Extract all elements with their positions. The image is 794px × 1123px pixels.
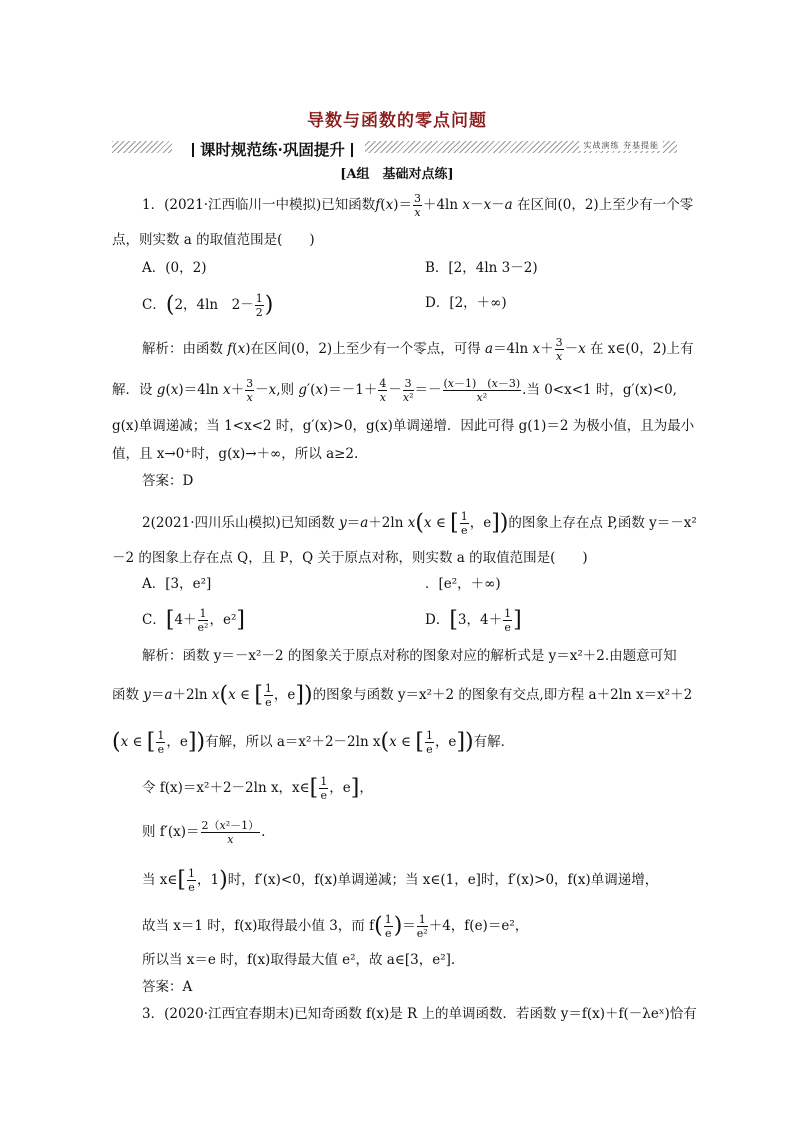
q2-stem-line1: 2(2021·四川乐山模拟)已知函数 y＝a＋2ln x(x ∈ [ $\frac{1}{e}$ ，e])的图象上存在点 P,函数 y＝－x² bbox=[142, 510, 697, 537]
q1-stem-line1: 1．(2021·江西临川一中模拟)已知函数f(x)＝ $\frac{3}{x}$ ＋4ln x－x－a 在区间(0，2)上至少有一个零 bbox=[142, 192, 694, 219]
group-heading: [A组 基础对点练] bbox=[340, 167, 454, 182]
q1-solution-line2: 解．设 g(x)＝4ln x＋ $\frac{3}{x}$ －x,则 g′(x)＝－1＋ $\frac{4}{x}$ － $\frac{3}{\text{x²}}$ ＝－ $\frac{(x-1) (x-3)}{\text{x²}}$ .当 0<x<1 时，g′(x)<0, bbox=[112, 377, 677, 404]
q1-solution-line1: 解析：由函数 f(x)在区间(0，2)上至少有一个零点，可得 a＝4ln x＋ $\frac{3}{x}$ －x 在 x∈(0，2)上有 bbox=[142, 336, 694, 363]
q2-option-b: ．[e²，＋∞) bbox=[425, 576, 501, 592]
page-title: 导数与函数的零点问题 bbox=[307, 111, 487, 131]
q2-stem-line2: －2 的图象上存在点 Q，且 P，Q 关于原点对称，则实数 a 的取值范围是( ) bbox=[112, 550, 588, 566]
q2-solution-line2: 函数 y＝a＋2ln x(x ∈ [ $\frac{1}{e}$ ，e])的图象与函数 y＝x²＋2 的图象有交点,即方程 a＋2ln x＝x²＋2 bbox=[112, 682, 693, 709]
q1-stem-line2: 点，则实数 a 的取值范围是( ) bbox=[112, 232, 315, 248]
fraction: $\frac{3}{x}$ bbox=[413, 192, 421, 219]
q1-answer: 答案：D bbox=[142, 473, 194, 489]
q2-answer: 答案：A bbox=[142, 979, 193, 995]
q2-solution-line1: 解析：函数 y＝－x²－2 的图象关于原点对称的图象对应的解析式是 y＝x²＋2.由题意可知 bbox=[142, 648, 677, 664]
q2-solution-line4: 令 f(x)＝x²＋2－2ln x，x∈[ $\frac{1}{e}$ ，e]， bbox=[142, 775, 373, 802]
q2-option-c: C．[4＋ $\frac{1}{\text{e²}}$ ，e²] bbox=[142, 607, 245, 634]
banner-heading: 课时规范练·巩固提升 bbox=[180, 138, 365, 160]
q3-stem-line1: 3．(2020·江西宜春期末)已知奇函数 f(x)是 R 上的单调函数．若函数 y＝f(x)＋f(－λeˣ)恰有 bbox=[142, 1006, 697, 1022]
q2-solution-line7: 故当 x＝1 时，f(x)取得最小值 3，而 f( $\frac{1}{e}$ )＝ $\frac{1}{\text{e²}}$ ＋4，f(e)＝e²， bbox=[142, 913, 529, 940]
q1-solution-line4: 值，且 x→0⁺时，g(x)→＋∞，所以 a≥2. bbox=[112, 446, 359, 462]
q1-option-a: A．(0，2) bbox=[142, 260, 207, 276]
q2-solution-line6: 当 x∈[ $\frac{1}{e}$ ，1)时，f′(x)<0，f(x)单调递减；当 x∈(1，e]时，f′(x)>0，f(x)单调递增， bbox=[142, 867, 659, 894]
q2-option-a: A．[3，e²] bbox=[142, 576, 212, 592]
bar-right-icon bbox=[351, 143, 353, 157]
q1-option-b: B．[2，4ln 3－2) bbox=[425, 260, 538, 276]
q1-solution-line3: g(x)单调递减；当 1<x<2 时，g′(x)>0，g(x)单调递增．因此可得 g(1)＝2 为极小值，且为最小 bbox=[112, 418, 695, 434]
banner-slogan: 实战演练 夯基提能 bbox=[579, 140, 663, 151]
hatch-left-decoration bbox=[112, 141, 172, 153]
q2-option-d: D．[3，4＋ $\frac{1}{e}$ ] bbox=[425, 607, 522, 634]
section-banner bbox=[112, 139, 677, 157]
q1-option-d: D．[2，＋∞) bbox=[425, 295, 507, 311]
q2-solution-line5: 则 f′(x)＝ $\frac{\text{2（x²－1）}}{x}$ . bbox=[142, 819, 266, 846]
bar-left-icon bbox=[192, 143, 194, 157]
q1-option-c: C．(2，4ln 2－ $\frac{1}{2}$ ) bbox=[142, 292, 274, 319]
q2-solution-line3: (x ∈ [ $\frac{1}{e}$ ，e])有解，所以 a＝x²＋2－2ln x(x ∈ [ $\frac{1}{e}$ ，e])有解． bbox=[112, 729, 515, 756]
q2-solution-line8: 所以当 x＝e 时，f(x)取得最大值 e²，故 a∈[3，e²]. bbox=[142, 952, 456, 968]
